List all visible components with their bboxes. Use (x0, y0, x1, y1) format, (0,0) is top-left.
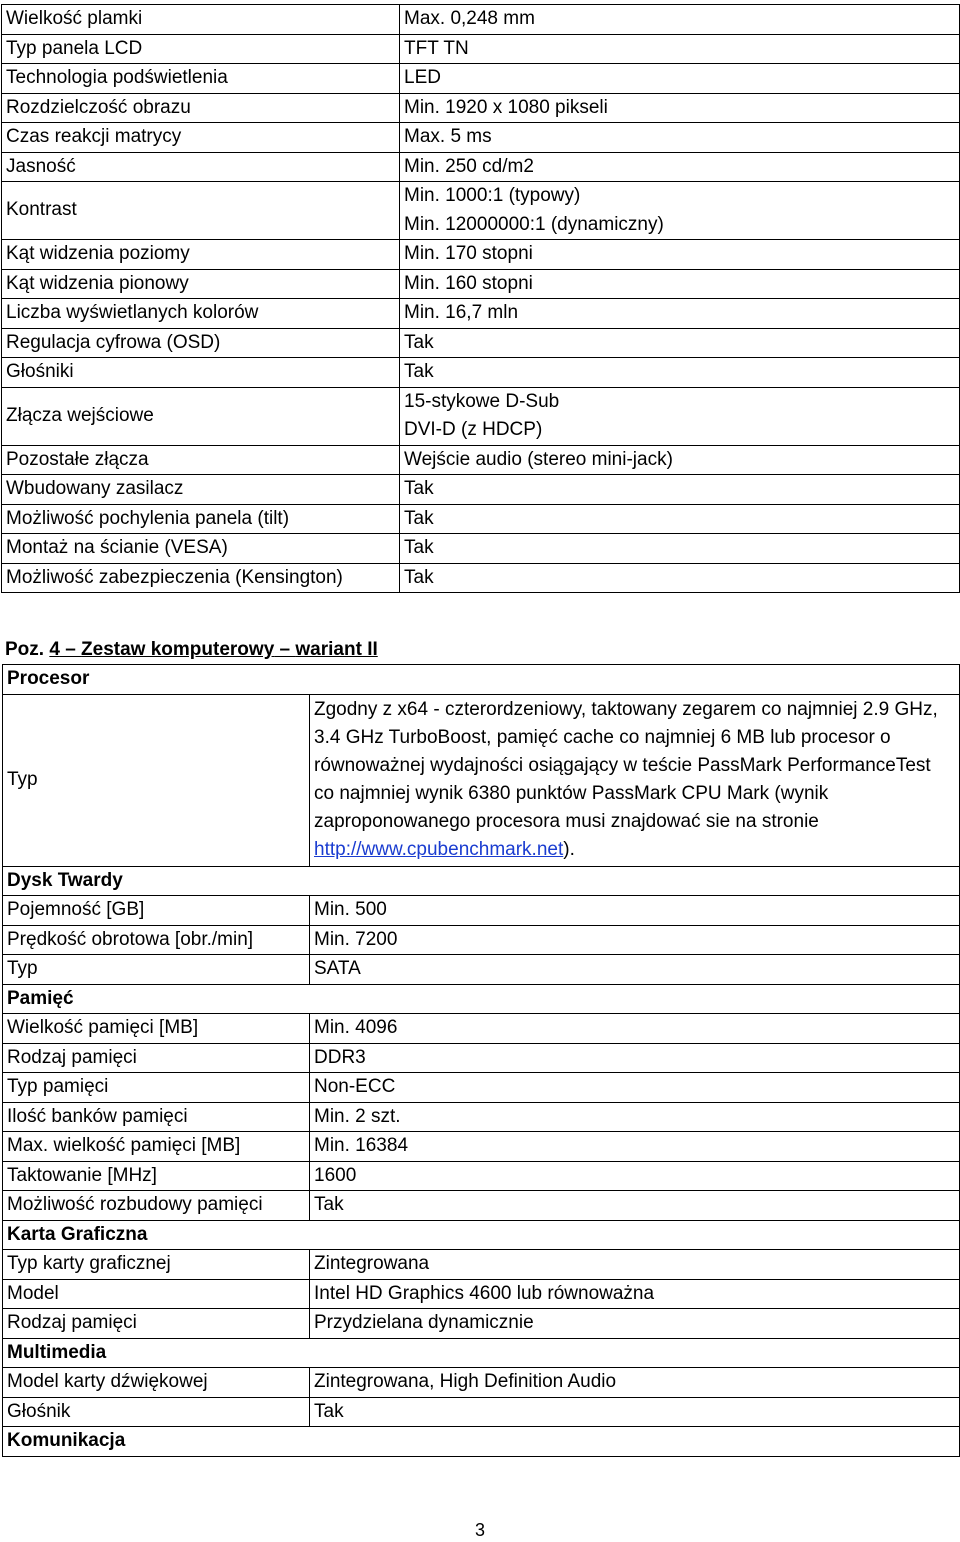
table-row (3, 1397, 960, 1427)
table-row (3, 1309, 960, 1339)
table-row (3, 925, 960, 955)
spec-label: Montaż na ścianie (VESA) (2, 534, 400, 564)
table-row (2, 64, 960, 94)
section-title-variant: wariant II (295, 639, 378, 660)
table-row (3, 1279, 960, 1309)
spec-value: 1600 (310, 1161, 960, 1191)
spec-label: Typ (3, 694, 310, 866)
section-title-dash: – (274, 639, 296, 660)
spec-value: Tak (400, 563, 960, 593)
table-row (2, 328, 960, 358)
table-row (3, 1250, 960, 1280)
table-row (2, 563, 960, 593)
spec-label: Model (3, 1279, 310, 1309)
spec-value: Tak (400, 504, 960, 534)
spec-value: Min. 16384 (310, 1132, 960, 1162)
spec-label: Typ (3, 955, 310, 985)
spec-value: TFT TN (400, 34, 960, 64)
monitor-spec-table (1, 4, 960, 593)
spec-value: Min. 2 szt. (310, 1102, 960, 1132)
section-header-gpu: Karta Graficzna (3, 1220, 960, 1250)
spec-label: Wielkość plamki (2, 5, 400, 35)
spec-label: Możliwość pochylenia panela (tilt) (2, 504, 400, 534)
spec-label: Pojemność [GB] (3, 896, 310, 926)
section-header-row (3, 1338, 960, 1368)
section-header-row (3, 1427, 960, 1457)
section-header-row (3, 866, 960, 896)
table-row (3, 955, 960, 985)
spec-value-line: Min. 12000000:1 (dynamiczny) (404, 213, 664, 235)
spec-label: Głośniki (2, 358, 400, 388)
section-header-multimedia: Multimedia (3, 1338, 960, 1368)
spec-label: Pozostałe złącza (2, 445, 400, 475)
table-row (2, 387, 960, 445)
table-row (3, 896, 960, 926)
section-header-row (3, 665, 960, 695)
spec-value: Max. 5 ms (400, 123, 960, 153)
spec-label: Prędkość obrotowa [obr./min] (3, 925, 310, 955)
spec-label: Ilość banków pamięci (3, 1102, 310, 1132)
section-header-row (3, 984, 960, 1014)
table-row (2, 475, 960, 505)
spec-value: Min. 250 cd/m2 (400, 152, 960, 182)
spec-value: LED (400, 64, 960, 94)
table-row (2, 299, 960, 329)
spec-label: Głośnik (3, 1397, 310, 1427)
spec-label: Wbudowany zasilacz (2, 475, 400, 505)
spec-value: Tak (400, 475, 960, 505)
spec-label: Wielkość pamięci [MB] (3, 1014, 310, 1044)
spec-label: Liczba wyświetlanych kolorów (2, 299, 400, 329)
spec-label: Kąt widzenia poziomy (2, 240, 400, 270)
spec-label: Taktowanie [MHz] (3, 1161, 310, 1191)
cpubenchmark-link[interactable]: http://www.cpubenchmark.net (314, 839, 564, 860)
spec-label: Typ panela LCD (2, 34, 400, 64)
table-row (2, 269, 960, 299)
spec-value (400, 182, 960, 240)
spec-label: Czas reakcji matrycy (2, 123, 400, 153)
table-row (2, 358, 960, 388)
section-title-prefix: Poz. (5, 639, 50, 660)
spec-value: Min. 7200 (310, 925, 960, 955)
section-title-number: 4 (49, 639, 60, 660)
spec-value: Tak (400, 534, 960, 564)
table-row (3, 694, 960, 866)
table-row (2, 445, 960, 475)
spec-value: Min. 170 stopni (400, 240, 960, 270)
spec-label: Złącza wejściowe (2, 387, 400, 445)
spec-value: SATA (310, 955, 960, 985)
table-row (2, 534, 960, 564)
spec-value: Min. 500 (310, 896, 960, 926)
spec-value: Min. 160 stopni (400, 269, 960, 299)
table-row (3, 1073, 960, 1103)
table-row (2, 93, 960, 123)
spec-label: Kąt widzenia pionowy (2, 269, 400, 299)
spec-label: Typ karty graficznej (3, 1250, 310, 1280)
table-row (3, 1191, 960, 1221)
spec-label: Kontrast (2, 182, 400, 240)
table-row (3, 1043, 960, 1073)
spec-value: Zintegrowana, High Definition Audio (310, 1368, 960, 1398)
table-row (3, 1102, 960, 1132)
spec-value: Wejście audio (stereo mini-jack) (400, 445, 960, 475)
spec-value: Przydzielana dynamicznie (310, 1309, 960, 1339)
table-row (3, 1132, 960, 1162)
table-row (3, 1161, 960, 1191)
spec-value-line: Min. 1000:1 (typowy) (404, 185, 581, 206)
spec-value: Zintegrowana (310, 1250, 960, 1280)
table-row (2, 123, 960, 153)
section-title (5, 636, 378, 664)
table-row (2, 152, 960, 182)
spec-value (310, 694, 960, 866)
section-title-name: Zestaw komputerowy (81, 639, 275, 660)
spec-value: Non-ECC (310, 1073, 960, 1103)
spec-value: DDR3 (310, 1043, 960, 1073)
spec-label: Rozdzielczość obrazu (2, 93, 400, 123)
section-header-row (3, 1220, 960, 1250)
table-row (2, 182, 960, 240)
page-number: 3 (474, 1520, 485, 1540)
spec-value: Tak (310, 1397, 960, 1427)
section-header-hdd: Dysk Twardy (3, 866, 960, 896)
table-row (2, 504, 960, 534)
spec-label: Jasność (2, 152, 400, 182)
computer-spec-table (2, 664, 960, 1457)
spec-value: Min. 1920 x 1080 pikseli (400, 93, 960, 123)
processor-type-text-end: ). (563, 839, 575, 860)
spec-label: Możliwość zabezpieczenia (Kensington) (2, 563, 400, 593)
table-row (2, 34, 960, 64)
table-row (2, 5, 960, 35)
table-row (2, 240, 960, 270)
spec-value: Max. 0,248 mm (400, 5, 960, 35)
spec-value: Min. 4096 (310, 1014, 960, 1044)
spec-value: Intel HD Graphics 4600 lub równoważna (310, 1279, 960, 1309)
spec-value: Tak (400, 328, 960, 358)
spec-value: Tak (400, 358, 960, 388)
spec-label: Max. wielkość pamięci [MB] (3, 1132, 310, 1162)
spec-label: Rodzaj pamięci (3, 1043, 310, 1073)
spec-value (400, 387, 960, 445)
spec-label: Technologia podświetlenia (2, 64, 400, 94)
processor-type-text: Zgodny z x64 - czterordzeniowy, taktowany zegarem co najmniej 2.9 GHz, 3.4 GHz TurboBoost, pamięć cache co najmniej 6 MB lub procesor o równoważnej wydajności osiągający w teście PassMark PerformanceTest co najmniej wynik 6380 punktów PassMark CPU Mark (wynik zaproponowanego procesora musi znajdować sie na stronie (314, 699, 938, 832)
table-row (3, 1368, 960, 1398)
spec-label: Możliwość rozbudowy pamięci (3, 1191, 310, 1221)
section-header-processor: Procesor (3, 665, 960, 695)
spec-value: Tak (310, 1191, 960, 1221)
spec-label: Rodzaj pamięci (3, 1309, 310, 1339)
spec-value: Min. 16,7 mln (400, 299, 960, 329)
section-title-dash: – (59, 639, 82, 660)
spec-label: Typ pamięci (3, 1073, 310, 1103)
spec-value-line: 15-stykowe D-Sub (404, 390, 560, 412)
section-header-memory: Pamięć (3, 984, 960, 1014)
table-row (3, 1014, 960, 1044)
spec-label: Model karty dźwiękowej (3, 1368, 310, 1398)
spec-label: Regulacja cyfrowa (OSD) (2, 328, 400, 358)
spec-value-line: DVI-D (z HDCP) (404, 419, 543, 440)
section-header-communication: Komunikacja (3, 1427, 960, 1457)
